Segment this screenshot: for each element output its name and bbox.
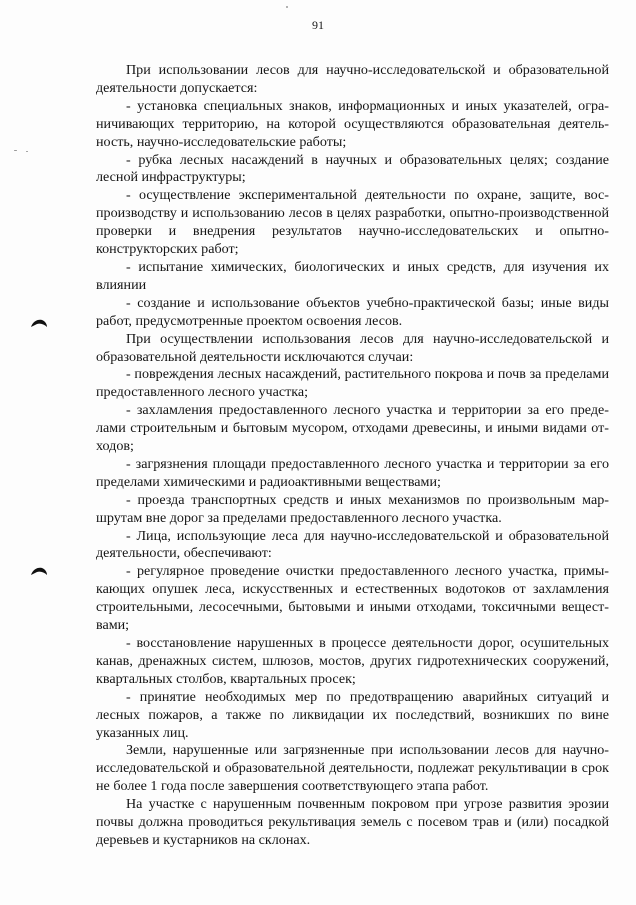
scan-speck xyxy=(26,151,28,152)
paragraph: - установка специальных знаков, информационных и иных указателей, ограничивающих территорию, на которой осуществляются образовательная деятельность, научно-исследовательские работы; xyxy=(96,97,609,150)
paragraph: - восстановление нарушенных в процессе деятельности дорог, осушительных канав, дренажных систем, шлюзов, мостов, других гидротехнических сооружений, квартальных столбов, квартальных просек; xyxy=(96,635,609,687)
paragraph: - проезда транспортных средств и иных механизмов по произвольным маршрутам вне дорог за пределами предоставленного лесного участка. xyxy=(96,491,609,526)
scan-speck xyxy=(14,150,17,151)
paragraph: При использовании лесов для научно-исследовательской и образовательной деятельности допускается: xyxy=(96,62,609,96)
page-number: 91 xyxy=(312,18,324,32)
paragraph: - загрязнения площади предоставленного лесного участка и территории за его пределами химическими и радиоактивными веществами; xyxy=(96,455,609,490)
paragraph: Земли, нарушенные или загрязненные при использовании лесов для научно-исследовательской и образовательной деятельности, подлежат рекультивации в срок не более 1 года после завершения соответствующего этапа работ. xyxy=(96,742,609,795)
paragraph: - Лица, использующие леса для научно-исследовательской и образовательной деятельности, обеспечивают: xyxy=(96,527,609,562)
punch-hole-mark-icon xyxy=(30,318,48,328)
scan-speck xyxy=(286,6,288,8)
paragraph: При осуществлении использования лесов для научно-исследовательской и образовательной деятельности исключаются случаи: xyxy=(96,330,609,365)
paragraph: - принятие необходимых мер по предотвращению аварийных ситуаций и лесных пожаров, а также по ликвидации их последствий, возникших по вине указанных лиц. xyxy=(96,688,609,741)
paragraph: - создание и использование объектов учебно-практической базы; иные виды работ, предусмотренные проектом освоения лесов. xyxy=(96,294,609,329)
paragraph: - захламления предоставленного лесного участка и территории за его пределами строительным и бытовым мусором, отходами древесины, и иными видами отходов; xyxy=(96,402,609,455)
paragraph: На участке с нарушенным почвенным покровом при угрозе развития эрозии почвы должна проводиться рекультивация земель с посевом трав и (или) посадкой деревьев и кустарников на склонах. xyxy=(96,796,609,848)
document-body xyxy=(96,62,609,850)
paragraph: - рубка лесных насаждений в научных и образовательных целях; создание лесной инфраструктуры; xyxy=(96,151,609,186)
paragraph: - регулярное проведение очистки предоставленного лесного участка, примыкающих опушек леса, искусственных и естественных водотоков от захламления строительными, лесосечными, бытовыми и иными отходами, токсичными веществами; xyxy=(96,563,609,634)
paragraph: - испытание химических, биологических и иных средств, для изучения их влиянии xyxy=(96,258,609,293)
paragraph: - повреждения лесных насаждений, растительного покрова и почв за пределами предоставленного лесного участка; xyxy=(96,366,609,401)
paragraph: - осуществление экспериментальной деятельности по охране, защите, воспроизводству и использованию лесов в целях разработки, опытно-производственной проверки и внедрения результатов научно-исследовательских и опытно-конструкторских работ; xyxy=(96,187,609,258)
punch-hole-mark-icon xyxy=(30,566,48,576)
